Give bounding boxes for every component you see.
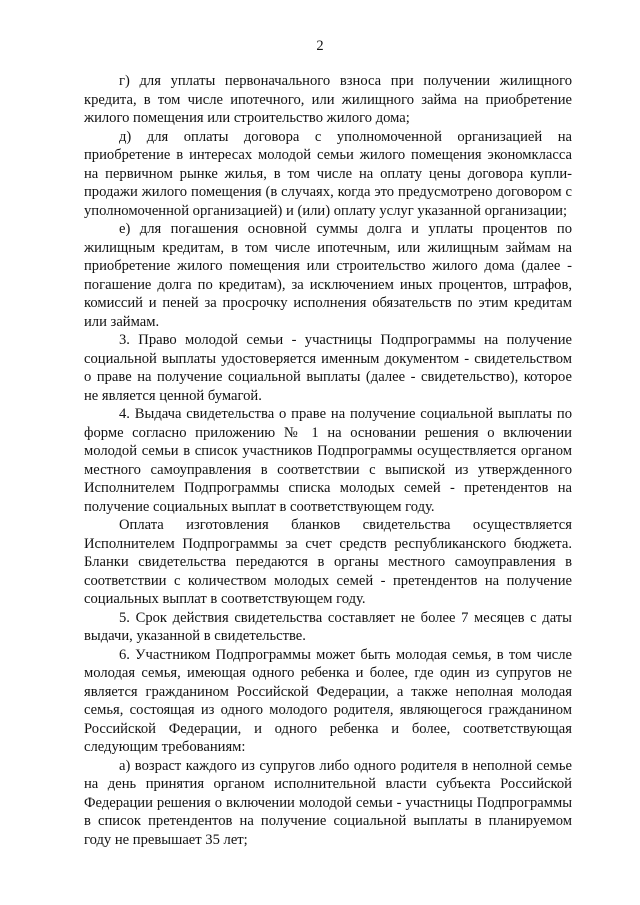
paragraph-certificate-forms-payment: Оплата изготовления бланков свидетельства осуществляется Исполнителем Подпрограммы за счет средств республиканского бюджета. Бланки свидетельства передаются в органы местного самоуправления в соответствии с количеством молодых семей - претендентов на получение социальных выплат в соответствующем году. xyxy=(84,517,572,607)
paragraph-g-initial-payment: г) для уплаты первоначального взноса при получении жилищного кредита, в том числе ипотечного, или жилищного займа на приобретение жилого помещения или строительство жилого дома; xyxy=(84,73,572,126)
paragraph-4-certificate-issuance: 4. Выдача свидетельства о праве на получение социальной выплаты по форме согласно приложению № 1 на основании решения о включении молодой семьи в список участников Подпрограммы осуществляется органом местного самоуправления в соответствии с выпиской из утвержденного Исполнителем Подпрограммы списка молодых семей - претендентов на получение социальных выплат в соответствующем году. xyxy=(84,406,572,515)
document-body xyxy=(84,72,572,849)
paragraph-d-contract-payment: д) для оплаты договора с уполномоченной организацией на приобретение в интересах молодой семьи жилого помещения экономкласса на первичном рынке жилья, в том числе на оплату цены договора купли-продажи жилого помещения (в случаях, когда это предусмотрено договором с уполномоченной организацией) и (или) оплату услуг указанной организации; xyxy=(84,128,572,219)
paragraph-5-validity-period: 5. Срок действия свидетельства составляет не более 7 месяцев с даты выдачи, указанной в свидетельстве. xyxy=(84,609,572,644)
paragraph-a-age-limit: а) возраст каждого из супругов либо одного родителя в неполной семье на день принятия органом исполнительной власти субъекта Российской Федерации решения о включении молодой семьи - участницы Подпрограммы в список претендентов на получение социальной выплаты в планируемом году не превышает 35 лет; xyxy=(84,757,572,848)
page-number: 2 xyxy=(316,38,324,54)
paragraph-e-loan-repayment: е) для погашения основной суммы долга и уплаты процентов по жилищным кредитам, в том числе ипотечным, или жилищным займам на приобретение жилого помещения или строительство жилого дома (далее - погашение долга по кредитам), за исключением иных процентов, штрафов, комиссий и пеней за просрочку исполнения обязательств по этим кредитам или займам. xyxy=(84,221,572,330)
paragraph-6-participant-requirements: 6. Участником Подпрограммы может быть молодая семья, в том числе молодая семья, имеющая одного ребенка и более, где один из супругов не является гражданином Российской Федерации, а также неполная молодая семья, состоящая из одного молодого родителя, являющегося гражданином Российской Федерации, и одного ребенка и более, соответствующая следующим требованиям: xyxy=(84,646,572,755)
paragraph-3-certificate-right: 3. Право молодой семьи - участницы Подпрограммы на получение социальной выплаты удостоверяется именным документом - свидетельством о праве на получение социальной выплаты (далее - свидетельство), которое не является ценной бумагой. xyxy=(84,332,572,404)
